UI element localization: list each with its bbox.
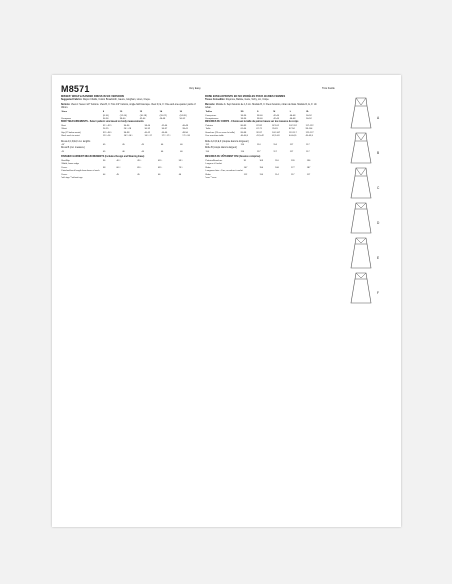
row-label: Tailles <box>205 111 213 114</box>
table-cell: (24-26) <box>179 114 187 117</box>
notions-fr: Mercerie: Modèle A: Sept boutons de 1,3 cm. Modèle B, C: Deux boutons, ruban de biais. Modèle D, E, F: Un ruban. <box>205 103 317 109</box>
row-label: Finished back length from base of neck <box>61 170 100 173</box>
row-label: Françaises <box>205 114 217 117</box>
finished-title-fr: MESURES DU VÊTEMENT FINI (Aisance comprise) <box>205 156 261 159</box>
table-cell: 45 <box>122 144 125 147</box>
table-cell: 73½ <box>178 166 183 169</box>
row-label: Poitrine <box>205 124 213 127</box>
table-cell: 103 <box>259 159 264 162</box>
table-cell: 46 <box>160 144 164 147</box>
view-sketch-e <box>345 237 391 269</box>
table-cell: 40½ <box>116 159 121 162</box>
table-cell: 44-44,5 <box>288 135 297 138</box>
table-cell: 38-40 <box>144 124 151 127</box>
view-sketch-a <box>345 97 391 129</box>
view-sketches <box>345 97 391 307</box>
table-cell: (16-18) <box>139 114 147 117</box>
table-cell: 46 <box>178 173 182 176</box>
dress-b-label-en: Dress B (cut. measure) <box>61 147 85 150</box>
dress-a-label-fr: Robe A,C,D,E,F (coupée dans la longueur) <box>205 140 249 143</box>
table-cell: 102-107 <box>272 131 281 134</box>
row-label: Hip (9" below waist) <box>61 131 81 134</box>
view-letter: A <box>377 116 380 120</box>
body-table-en <box>61 124 199 138</box>
row-label: Bust/Hip <box>61 159 70 162</box>
table-cell: 50-52 <box>179 118 186 121</box>
table-cell: 30-32 <box>144 128 151 131</box>
table-cell: 42-44 <box>273 118 279 121</box>
table-cell: 45 <box>141 144 144 147</box>
table-cell: 46-48 <box>289 118 296 121</box>
table-cell: 42-44 <box>161 124 168 127</box>
row-label: Dos encolure-taille <box>205 135 224 138</box>
french-column <box>205 95 322 180</box>
table-cell: 44 <box>102 173 106 176</box>
row-label: Robe <box>205 166 211 169</box>
table-cell: 45½ <box>137 159 142 162</box>
table-cell: 34-36 <box>102 118 109 121</box>
row-label: 112 <box>205 144 209 147</box>
table-cell: 136 <box>306 159 311 162</box>
table-cell: 26½-28 <box>123 128 132 131</box>
table-cell: 24-25 <box>102 128 109 131</box>
row-label: Hanches (23 cm sous la taille) <box>205 131 235 134</box>
table-cell: 46 <box>122 150 125 153</box>
view-sketch-c <box>345 167 391 199</box>
row-label: Waist <box>61 128 67 131</box>
table-cell: 34-36 <box>240 114 247 117</box>
table-cell: 50-52 <box>306 114 312 117</box>
table-cell: 117 <box>290 173 295 176</box>
table-cell: 177 <box>290 166 295 169</box>
table-cell: 114 <box>273 144 277 147</box>
table-cell: 114 <box>256 144 261 147</box>
title-en: MISSES' WRAP & BANDED DRESS IN SIX VERSIONS <box>61 95 125 98</box>
table-cell: 38-40 <box>119 118 126 121</box>
table-cell: 122-127 <box>305 131 314 134</box>
table-cell: 116 <box>275 159 279 162</box>
table-cell: 46 <box>141 150 144 153</box>
size-table-en <box>61 111 199 121</box>
view-letter: D <box>377 221 380 225</box>
table-cell: 46 <box>180 144 183 147</box>
table-cell: L <box>289 111 292 114</box>
table-cell: 65½ <box>137 166 142 169</box>
dress-outline-icon <box>347 202 375 234</box>
table-cell: 44-46 <box>161 131 168 134</box>
row-label: 114 <box>205 150 209 153</box>
table-cell: 46-48 <box>289 114 296 117</box>
table-cell: 114 <box>259 173 263 176</box>
table-cell: 39-41 <box>182 128 188 131</box>
difficulty-fr: Très Facile <box>322 87 335 90</box>
table-cell: 112 <box>243 173 248 176</box>
table-cell: 114 <box>240 144 245 147</box>
table-cell: 53½ <box>178 159 183 162</box>
row-label: Largeur à l'ourlet <box>205 163 222 166</box>
table-cell: 50-52 <box>306 118 312 121</box>
footnote-en: *with tags **without tags <box>61 177 83 180</box>
title-fr: ROBE ENVELOPPANTE EN SIX MODÈLES POUR JEUNES FEMMES <box>205 95 286 98</box>
table-cell: 36-38 <box>123 131 130 134</box>
table-cell: 38-40 <box>256 114 263 117</box>
table-cell: 16 <box>179 111 182 114</box>
row-label: 44" <box>61 144 65 147</box>
row-label: Longueur finie - Dos, encolure à ourlet <box>205 170 243 173</box>
dress-a-label-en: Dress A,C,D,E,F cut. lengths <box>61 140 91 143</box>
table-cell: S <box>256 111 259 114</box>
table-cell: 99-104 <box>305 128 313 131</box>
table-cell: 147 <box>243 166 248 169</box>
table-cell: 34-37 <box>161 128 168 131</box>
table-cell: 117 <box>306 144 310 147</box>
table-cell: 45 <box>102 150 106 153</box>
view-sketch-d <box>345 202 391 234</box>
dress-outline-icon <box>347 97 375 129</box>
dress-outline-icon <box>347 237 375 269</box>
dress-b-label-fr: Robe B (coupé dans la largeur) <box>205 147 237 150</box>
table-cell: (20-22) <box>159 114 167 117</box>
table-cell: 107-112 <box>288 124 297 127</box>
table-cell: XL <box>306 111 309 114</box>
row-label: Dress <box>61 166 68 169</box>
table-cell: 112-117 <box>288 131 297 134</box>
dress-outline-icon <box>347 272 375 304</box>
table-cell: 87-92 <box>256 124 262 127</box>
view-sketch-b <box>345 132 391 164</box>
row-label: Européennes <box>205 118 219 121</box>
row-label: Bust <box>61 124 66 127</box>
table-cell: 114 <box>240 150 245 153</box>
row-label: Width, lower edge <box>61 163 80 166</box>
table-cell: 114 <box>275 173 279 176</box>
table-cell: 80-83 <box>240 124 247 127</box>
table-cell: 49½ <box>157 159 163 162</box>
table-cell: 42-44 <box>273 114 279 117</box>
table-cell: 34-36 <box>123 124 130 127</box>
table-cell: 10 <box>119 111 123 114</box>
finished-title-en: FINISHED GARMENT MEASUREMENTS (includes Design and Wearing Ease) <box>61 156 145 159</box>
table-cell: 8 <box>102 111 105 114</box>
table-cell: 117 <box>289 144 294 147</box>
table-cell: 154 <box>259 166 264 169</box>
table-cell: 38-40 <box>256 118 263 121</box>
english-column <box>61 95 199 180</box>
table-cell: 40-40,5 <box>240 135 249 138</box>
table-cell: 17¼-17½ <box>161 135 171 138</box>
table-cell: 117 <box>273 150 277 153</box>
table-cell: 117 <box>289 150 294 153</box>
row-label: Poitrine/Hanches <box>205 159 223 162</box>
table-cell: 46-48 <box>159 118 166 121</box>
finished-table-fr <box>205 159 322 176</box>
row-label: Back neck to waist <box>61 135 80 138</box>
table-cell: (12-14) <box>119 114 127 117</box>
table-cell: 17¾-18 <box>182 135 190 138</box>
table-cell: 60½ <box>116 166 121 169</box>
table-cell: 14 <box>159 111 163 114</box>
footnote-fr: *avec **sans <box>205 177 217 180</box>
row-label: 45 <box>61 150 64 153</box>
row-label: Sizes <box>61 111 68 114</box>
table-cell: 45-45,5 <box>305 135 313 138</box>
difficulty-en: Very Easy <box>189 87 201 90</box>
table-cell: 92-97 <box>256 131 262 134</box>
table-cell: XS <box>240 111 244 114</box>
size-table-fr <box>205 111 322 121</box>
table-cell: 45 <box>137 173 140 176</box>
table-cell: 87-94 <box>288 128 295 131</box>
table-cell: 33½-34½ <box>102 131 113 134</box>
table-cell: 15¾-16 <box>102 135 111 138</box>
view-letter: E <box>377 256 380 260</box>
table-cell: 117 <box>306 173 311 176</box>
dress-outline-icon <box>347 132 375 164</box>
table-cell: 61-64 <box>240 128 247 131</box>
notions-en: Notions: View A: Seven 1/2" buttons. View B, C: Two 1/2" buttons, single-fold bias tape. View D, E, F: One-and-one-quarter yards of ribbon. <box>61 103 196 109</box>
table-cell: 31½-32½ <box>102 124 113 127</box>
view-letter: B <box>377 151 380 155</box>
table-cell: (8-10) <box>102 114 109 117</box>
table-cell: 117 <box>306 150 310 153</box>
view-letter: C <box>377 186 380 190</box>
table-cell: 91 <box>243 159 247 162</box>
table-cell: 126 <box>290 159 295 162</box>
table-cell: 46 <box>160 150 164 153</box>
finished-table-en <box>61 159 199 176</box>
table-cell: 76-81 <box>272 128 278 131</box>
view-sketch-f <box>345 272 391 304</box>
row-label: Dress <box>61 173 68 176</box>
table-cell: 12 <box>139 111 143 114</box>
table-cell: M <box>273 111 276 114</box>
table-cell: 36 <box>102 159 106 162</box>
table-cell: 58 <box>102 166 106 169</box>
table-cell: 117 <box>256 150 261 153</box>
pattern-sheet <box>52 75 401 527</box>
table-cell: 46 <box>157 173 161 176</box>
row-label: European <box>61 118 71 121</box>
row-label: Taille <box>205 128 211 131</box>
table-cell: 187 <box>306 166 311 169</box>
table-cell: 69½ <box>157 166 163 169</box>
table-cell: 45 <box>102 144 106 147</box>
table-cell: 97-102 <box>272 124 279 127</box>
table-cell: 45 <box>116 173 119 176</box>
body-title-fr: MESURES DU CORPS - Choisissez la taille du patron basée sur les mesures du corps <box>205 121 299 124</box>
dress-outline-icon <box>347 167 375 199</box>
table-cell: 46-48 <box>182 124 188 127</box>
fabrics-fr: Tissus Conseillés: Rayonne, Batiste, Gaze, Vichy, Lin, Crêpe. <box>205 99 270 102</box>
body-title-en: BODY MEASUREMENTS - Select pattern size based on body measurements <box>61 121 144 124</box>
table-cell: 40-42 <box>144 131 151 134</box>
body-table-fr <box>205 124 322 138</box>
table-cell: 41,5-42 <box>256 135 264 138</box>
table-cell: 166 <box>275 166 279 169</box>
table-cell: 48-50 <box>182 131 188 134</box>
table-row <box>205 173 322 176</box>
table-cell: 42-44 <box>139 118 146 121</box>
row-label: Robe <box>205 173 211 176</box>
pattern-code: M8571 <box>61 84 90 94</box>
table-cell: 34-36 <box>240 118 247 121</box>
table-cell: 42,5-43 <box>272 135 280 138</box>
table-cell: 117-122 <box>305 124 314 127</box>
table-cell: 16¾-17 <box>144 135 152 138</box>
view-letter: F <box>377 291 379 295</box>
table-cell: 85-88 <box>240 131 247 134</box>
fabrics-en: Suggested Fabrics: Rayon Challis, Cotton Broadcloth, Gauze, Gingham, Linen, Crepe. <box>61 99 151 102</box>
table-cell: 46 <box>180 150 183 153</box>
table-cell: 16¼-16½ <box>123 135 133 138</box>
table-cell: 67-71 <box>256 128 262 131</box>
